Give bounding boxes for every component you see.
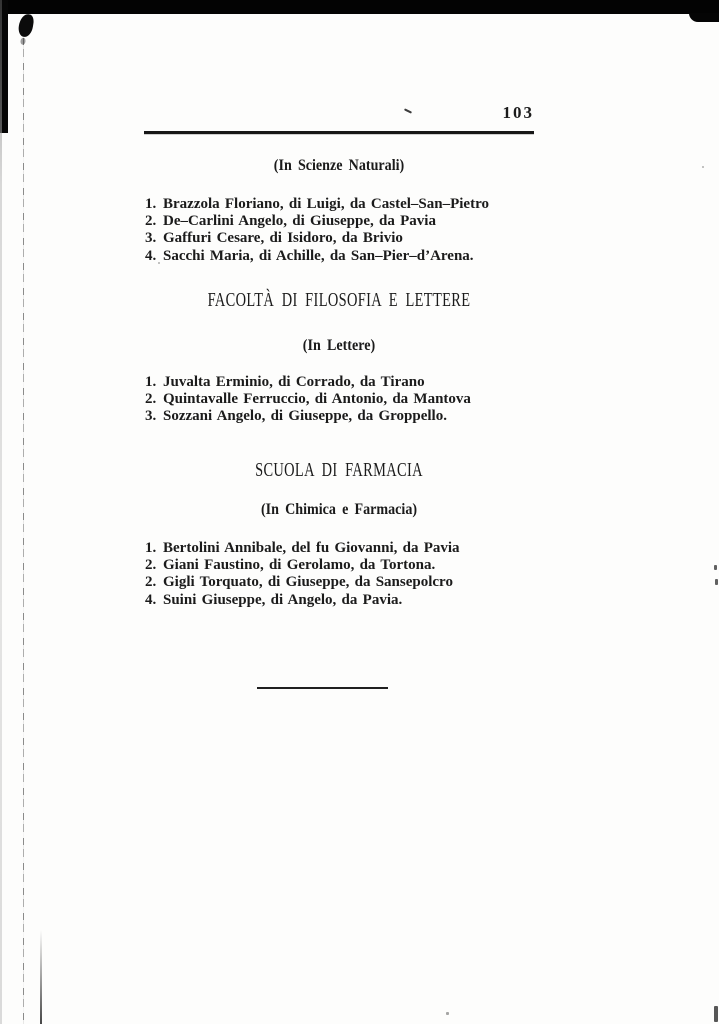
list-item-text: Gaffuri Cesare, di Isidoro, da Brivio [163, 230, 403, 247]
list-item-number: 3. [145, 230, 157, 247]
scan-artifact-speck [715, 579, 718, 585]
scan-artifact-ink-blob [17, 13, 34, 38]
scan-artifact-speck [714, 565, 717, 570]
subheading-chimica-farmacia: (In Chimica e Farmacia) [260, 501, 418, 518]
list-item [145, 592, 565, 609]
list-item-text: Quintavalle Ferruccio, di Antonio, da Mantova [163, 391, 471, 408]
list-item [145, 230, 565, 247]
list-item-text: Suini Giuseppe, di Angelo, da Pavia. [163, 591, 403, 608]
list-item-number: 2. [145, 213, 157, 230]
graduate-list-farmacia [145, 540, 565, 609]
list-item-number: 1. [145, 374, 157, 390]
list-item-number: 1. [145, 540, 157, 556]
scan-artifact-spine-line [23, 38, 24, 1024]
subheading-scienze-naturali: (In Scienze Naturali) [273, 157, 405, 174]
scan-artifact-speck [702, 166, 704, 168]
scan-artifact-corner-nub [689, 13, 719, 22]
list-item-text: Brazzola Floriano, di Luigi, da Castel–San–Pietro [163, 196, 489, 212]
scan-artifact-top-bar [0, 0, 719, 14]
scan-artifact-left-edge [0, 0, 2, 1024]
heading-facolta-filosofia-lettere: FACOLTÀ DI FILOSOFIA E LETTERE [207, 289, 471, 311]
list-item [145, 374, 565, 391]
list-item-text: Sacchi Maria, di Achille, da San–Pier–d’Arena. [163, 247, 474, 264]
list-item [145, 196, 565, 213]
subheading-lettere: (In Lettere) [302, 337, 376, 354]
scan-artifact-spine-line-2 [40, 930, 42, 1024]
list-item [145, 408, 565, 425]
list-item [145, 540, 565, 557]
list-item-text: Giani Faustino, di Gerolamo, da Tortona. [163, 557, 436, 574]
list-item [145, 213, 565, 230]
section-divider-rule [257, 687, 388, 689]
list-item [145, 391, 565, 408]
page-number: 103 [502, 103, 534, 122]
list-item [145, 248, 565, 265]
list-item [145, 574, 565, 591]
scan-artifact-speck [446, 1012, 449, 1015]
heading-scuola-farmacia: SCUOLA DI FARMACIA [255, 459, 423, 481]
list-item-number: 2. [145, 557, 157, 574]
list-item-text: Sozzani Angelo, di Giuseppe, da Groppello. [163, 408, 447, 425]
list-item-text: De–Carlini Angelo, di Giuseppe, da Pavia [163, 213, 436, 230]
list-item-number: 2. [145, 391, 157, 408]
list-item [145, 557, 565, 574]
graduate-list-lettere [145, 374, 565, 426]
list-item-number: 4. [145, 591, 157, 608]
list-item-number: 4. [145, 247, 157, 264]
header-rule [144, 131, 534, 134]
list-item-text: Juvalta Erminio, di Corrado, da Tirano [163, 374, 425, 390]
scan-artifact-speck [714, 1006, 718, 1022]
list-item-number: 3. [145, 408, 157, 425]
graduate-list-scienze-naturali [145, 196, 565, 265]
list-item-number: 1. [145, 196, 157, 212]
list-item-text: Bertolini Annibale, del fu Giovanni, da Pavia [163, 540, 460, 556]
list-item-number: 2. [145, 574, 157, 591]
list-item-text: Gigli Torquato, di Giuseppe, da Sansepolcro [163, 574, 453, 591]
